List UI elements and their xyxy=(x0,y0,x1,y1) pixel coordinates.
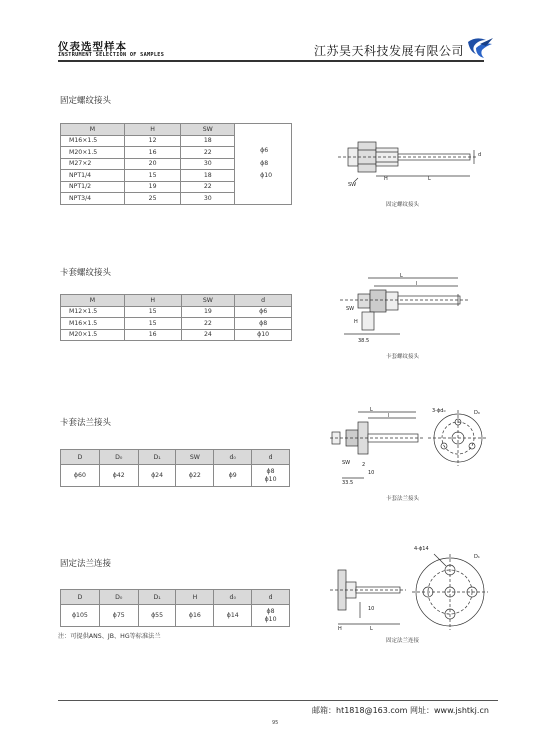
svg-text:H: H xyxy=(338,626,342,632)
svg-text:2: 2 xyxy=(362,462,366,468)
diameter-options: ϕ6 ϕ8 ϕ10 xyxy=(235,124,292,205)
table-row: M12×1.5 15 19 ϕ6 xyxy=(61,306,292,318)
svg-text:L: L xyxy=(428,176,431,182)
table-row: NPT1/2 19 22 xyxy=(61,181,292,193)
table-header: d₀ xyxy=(214,450,252,465)
svg-text:10: 10 xyxy=(368,470,375,476)
table-header: H xyxy=(124,295,181,307)
table-row: M27×2 20 30 xyxy=(61,158,292,170)
company-name: 江苏昊天科技发展有限公司 xyxy=(314,44,465,58)
svg-text:d: d xyxy=(478,152,482,158)
note-text: 注：可提供ANS、JB、HG等标准法兰 xyxy=(58,633,161,640)
table-header: d xyxy=(235,295,292,307)
svg-text:L: L xyxy=(400,273,403,279)
svg-text:SW: SW xyxy=(348,182,357,188)
table-header: d xyxy=(252,450,290,465)
table-row: ϕ105 ϕ75 ϕ55 ϕ16 ϕ14 ϕ8 ϕ10 xyxy=(61,605,290,627)
header-title: 仪表选型样本 xyxy=(58,41,127,53)
table-row: NPT1/4 15 18 xyxy=(61,170,292,182)
page-number: 95 xyxy=(272,720,279,726)
svg-text:3-ϕd₀: 3-ϕd₀ xyxy=(432,408,446,414)
svg-text:D₁: D₁ xyxy=(474,554,480,560)
svg-text:H: H xyxy=(384,176,388,182)
table-header: d xyxy=(252,590,290,605)
svg-text:L: L xyxy=(370,407,373,413)
table-header: M xyxy=(61,124,125,136)
table-header: D₀ xyxy=(99,450,138,465)
drawing-fixed-thread xyxy=(328,128,488,196)
table-header: D₀ xyxy=(99,590,138,605)
svg-text:H: H xyxy=(354,319,358,325)
table-row: M16×1.5 15 22 ϕ8 xyxy=(61,318,292,330)
table-row: M20×1.5 16 22 xyxy=(61,147,292,159)
header-subtitle: INSTRUMENT SELECTION OF SAMPLES xyxy=(58,52,165,58)
table-row: M20×1.5 16 24 ϕ10 xyxy=(61,329,292,341)
table-row: ϕ60 ϕ42 ϕ24 ϕ22 ϕ9 ϕ8 ϕ10 xyxy=(61,465,290,487)
table-header: H xyxy=(124,124,181,136)
table-header: D₁ xyxy=(138,590,176,605)
drawing-fixed-flange xyxy=(326,542,496,636)
table-header: SW xyxy=(176,450,214,465)
footer-divider xyxy=(58,700,498,701)
spec-table-ferrule-thread xyxy=(60,294,292,341)
header-divider xyxy=(58,60,484,62)
svg-text:l: l xyxy=(416,281,418,287)
table-header: SW xyxy=(181,295,235,307)
svg-text:10: 10 xyxy=(368,606,375,612)
svg-text:D₀: D₀ xyxy=(474,410,480,416)
svg-text:33.5: 33.5 xyxy=(342,480,354,486)
drawing-ferrule-thread xyxy=(330,268,480,348)
spec-table-fixed-flange xyxy=(60,589,290,627)
svg-text:l: l xyxy=(388,413,390,419)
section-title-fixed-thread: 固定螺纹接头 xyxy=(60,96,112,106)
spec-table-ferrule-flange xyxy=(60,449,290,487)
svg-text:L: L xyxy=(370,626,373,632)
section-title-ferrule-thread: 卡套螺纹接头 xyxy=(60,268,112,278)
table-header: D xyxy=(61,590,100,605)
svg-text:SW: SW xyxy=(346,306,355,312)
footer-contact: 邮箱：ht1818@163.com 网址：www.jshtkj.cn xyxy=(312,706,489,715)
table-row: NPT3/4 25 30 xyxy=(61,193,292,205)
section-title-ferrule-flange: 卡套法兰接头 xyxy=(60,418,112,428)
table-header: M xyxy=(61,295,125,307)
svg-text:38.5: 38.5 xyxy=(358,338,370,344)
table-header: D xyxy=(61,450,100,465)
drawing-caption: 卡套螺纹接头 xyxy=(386,354,420,360)
svg-text:SW: SW xyxy=(342,460,351,466)
table-row: M16×1.5 12 18 xyxy=(61,135,292,147)
table-header: d₀ xyxy=(214,590,252,605)
table-header: D₁ xyxy=(138,450,176,465)
spec-table-fixed-thread xyxy=(60,123,292,205)
svg-text:4-ϕ14: 4-ϕ14 xyxy=(414,546,429,552)
section-title-fixed-flange: 固定法兰连接 xyxy=(60,559,112,569)
table-header: H xyxy=(176,590,214,605)
drawing-caption: 固定法兰连接 xyxy=(386,638,420,644)
company-logo xyxy=(466,36,494,60)
drawing-ferrule-flange xyxy=(328,402,488,492)
drawing-caption: 固定螺纹接头 xyxy=(386,202,420,208)
table-header: SW xyxy=(181,124,235,136)
drawing-caption: 卡套法兰接头 xyxy=(386,496,420,502)
